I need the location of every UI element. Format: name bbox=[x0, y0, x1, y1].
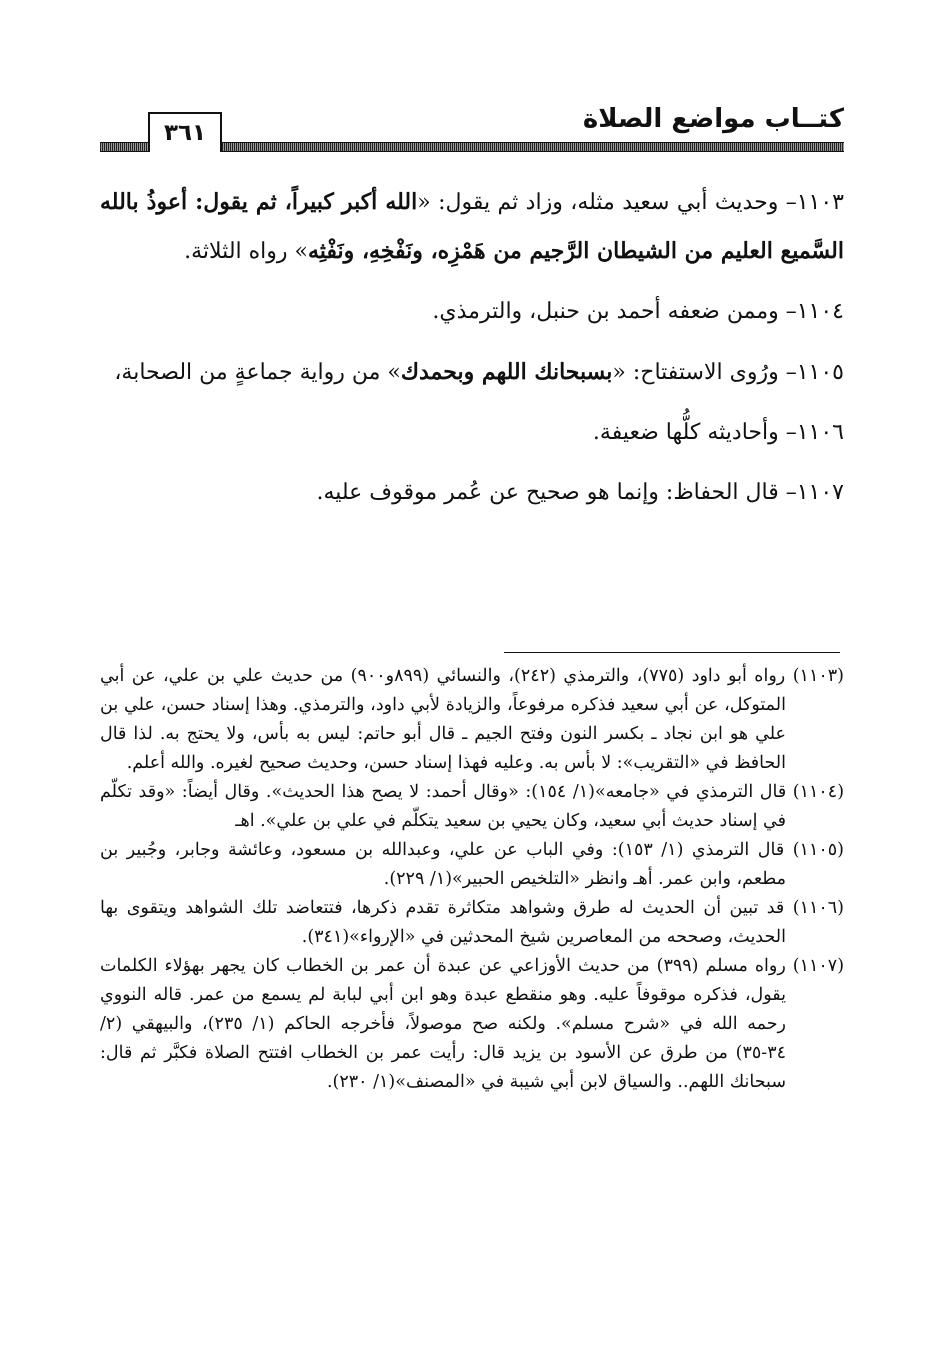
paragraph-text: » رواه الثلاثة. bbox=[184, 239, 308, 264]
footnote-ref: (١١٠٤) bbox=[792, 782, 845, 802]
footnote-ref: (١١٠٣) bbox=[792, 666, 844, 686]
running-header-title: كتــاب مواضع الصلاة bbox=[582, 104, 844, 134]
footnote-ref: (١١٠٦) bbox=[792, 898, 844, 918]
paragraph-text: وحديث أبي سعيد مثله، وزاد ثم يقول: « bbox=[417, 190, 786, 215]
paragraph-number: ١١٠٣– bbox=[785, 190, 844, 215]
paragraph-text: وممن ضعفه أحمد بن حنبل، والترمذي. bbox=[432, 299, 786, 324]
footnote-separator bbox=[504, 652, 840, 653]
footnote-ref: (١١٠٥) bbox=[792, 840, 844, 860]
paragraph-text: قال الحفاظ: وإنما هو صحيح عن عُمر موقوف عليه. bbox=[316, 480, 786, 505]
footnote-text: قال الترمذي (١/ ١٥٣): وفي الباب عن علي، وعبدالله بن مسعود، وعائشة وجابر، وجُبير بن مطعم، وابن عمر. أهـ وانظر «التلخيص الحبير»(١/ ٢٢٩). bbox=[100, 840, 793, 889]
paragraph-text: وأحاديثه كلُّها ضعيفة. bbox=[592, 420, 786, 445]
quoted-text-bold: أعوذُ بالله السَّميع العليم من الشيطان الرَّجيم من هَمْزِه، ونَفْخِهِ، ونَفْثِه bbox=[100, 189, 844, 264]
quoted-text-bold: الله أكبر كبيراً bbox=[291, 189, 418, 215]
footnote-ref: (١١٠٧) bbox=[792, 956, 845, 976]
quoted-text-bold: بسبحانك اللهم وبحمدك bbox=[400, 359, 613, 385]
footnote-1103 bbox=[100, 662, 844, 778]
footnotes bbox=[100, 662, 844, 1097]
paragraph-number: ١١٠٦– bbox=[785, 420, 844, 445]
main-text bbox=[100, 178, 844, 529]
footnote-1104 bbox=[100, 778, 844, 836]
paragraph-text: ، ثم يقول: bbox=[187, 189, 292, 215]
paragraph-number: ١١٠٥– bbox=[785, 360, 844, 385]
paragraph-number: ١١٠٧– bbox=[785, 480, 844, 505]
footnote-text: قد تبين أن الحديث له طرق وشواهد متكاثرة تقدم ذكرها، فتتعاضد تلك الشواهد ويتقوى بها الحديث، وصححه من المعاصرين شيخ المحدثين في «الإرواء»(٣٤١). bbox=[100, 898, 793, 947]
page-number: ٣٦١ bbox=[148, 112, 222, 152]
paragraph-1106 bbox=[100, 409, 844, 457]
paragraph-1104 bbox=[100, 288, 844, 336]
footnote-text: رواه مسلم (٣٩٩) من حديث الأوزاعي عن عبدة أن عمر بن الخطاب كان يجهر بهؤلاء الكلمات يقول، فذكره موقوفاً عليه. وهو منقطع عبدة وهو ابن أبي لبابة لم يسمع من عمر. قاله النووي رحمه الله في «شرح مسلم». ولكنه صح موصولاً، فأخرجه الحاكم (١/ ٢٣٥)، والبيهقي (٢/ ٣٤-٣٥) من طرق عن الأسود بن يزيد قال: رأيت عمر بن الخطاب افتتح الصلاة فكبَّر ثم قال: سبحانك اللهم.. والسياق لابن أبي شيبة في «المصنف»(١/ ٢٣٠). bbox=[100, 956, 793, 1092]
paragraph-number: ١١٠٤– bbox=[785, 299, 844, 324]
paragraph-1105 bbox=[100, 348, 844, 397]
paragraph-1103 bbox=[100, 178, 844, 276]
paragraph-text: ورُوى الاستفتاح: « bbox=[612, 360, 786, 385]
paragraph-text: » من رواية جماعةٍ من الصحابة، bbox=[114, 360, 401, 385]
footnote-1106 bbox=[100, 894, 844, 952]
footnote-1105 bbox=[100, 836, 844, 894]
footnote-text: قال الترمذي في «جامعه»(١/ ١٥٤): «وقال أحمد: لا يصح هذا الحديث». وقال أيضاً: «وقد تكلّم في إسناد حديث أبي سعيد، وكان يحيي بن سعيد يتكلّم في علي بن علي». اهـ bbox=[100, 782, 793, 831]
paragraph-1107 bbox=[100, 469, 844, 517]
footnote-text: رواه أبو داود (٧٧٥)، والترمذي (٢٤٢)، والنسائي (٨٩٩و٩٠٠) من حديث علي بن علي، عن أبي المتوكل، عن أبي سعيد فذكره مرفوعاً، والزيادة لأبي داود، والترمذي. وهذا إسناد حسن، علي بن علي هو ابن نجاد ـ بكسر النون وفتح الجيم ـ قال أبو حاتم: ليس به بأس، ولا يحتج به. لذا قال الحافظ في «التقريب»: لا بأس به. وعليه فهذا إسناد حسن، وحديث صحيح لغيره. والله أعلم. bbox=[100, 666, 793, 773]
footnote-1107 bbox=[100, 952, 844, 1097]
